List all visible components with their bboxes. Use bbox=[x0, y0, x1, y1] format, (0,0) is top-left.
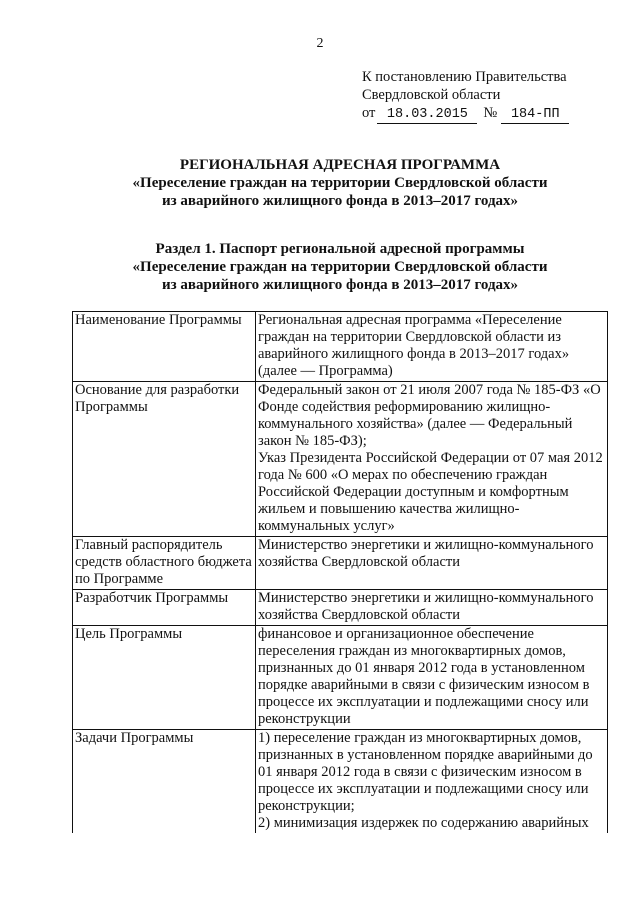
page-number: 2 bbox=[316, 36, 324, 51]
section-line-3: из аварийного жилищного фонда в 2013–2017 годах» bbox=[161, 277, 519, 293]
row-value: Министерство энергетики и жилищно-коммунального хозяйства Свердловской области bbox=[256, 537, 608, 590]
row-value bbox=[256, 730, 608, 834]
approval-block bbox=[362, 68, 622, 124]
section-line-2: «Переселение граждан на территории Свердловской области bbox=[132, 259, 548, 275]
row-label: Главный распорядитель средств областного бюджета по Программе bbox=[73, 537, 256, 590]
row-value bbox=[256, 382, 608, 537]
row-label: Цель Программы bbox=[73, 626, 256, 730]
approval-date: 18.03.2015 bbox=[377, 107, 477, 124]
section-heading bbox=[40, 240, 640, 294]
program-title bbox=[40, 156, 640, 210]
row-value: Региональная адресная программа «Переселение граждан на территории Свердловской области из аварийного жилищного фонда в 2013–2017 годах» (далее — Программа) bbox=[256, 312, 608, 382]
row-value-part-2: 2) минимизация издержек по содержанию аварийных bbox=[258, 815, 589, 831]
from-label: от bbox=[362, 105, 376, 121]
table-row bbox=[73, 312, 608, 382]
number-label: № bbox=[483, 105, 498, 121]
section-line-1: Раздел 1. Паспорт региональной адресной программы bbox=[155, 241, 525, 257]
passport-table bbox=[72, 311, 608, 833]
row-label: Задачи Программы bbox=[73, 730, 256, 834]
row-label: Разработчик Программы bbox=[73, 590, 256, 626]
row-value-part-1: 1) переселение граждан из многоквартирных домов, признанных в установленном порядке аварийными до 01 января 2012 года в связи с физическим износом в процессе их эксплуатации и подлежащими сносу или реконструкции; bbox=[258, 730, 593, 814]
row-value-part-2: Указ Президента Российской Федерации от 07 мая 2012 года № 600 «О мерах по обеспечению граждан Российской Федерации доступным и комфортным жильем и повышению качества жилищно-коммунальных услуг» bbox=[258, 450, 603, 534]
title-line-2: «Переселение граждан на территории Свердловской области bbox=[132, 175, 548, 191]
approval-date-row bbox=[362, 104, 622, 124]
table-row bbox=[73, 730, 608, 834]
approval-line-2: Свердловской области bbox=[362, 87, 501, 103]
row-label: Основание для разработки Программы bbox=[73, 382, 256, 537]
row-value-part-1: Федеральный закон от 21 июля 2007 года № 185-ФЗ «О Фонде содействия реформированию жилищно-коммунального хозяйства» (далее — Федеральный закон № 185-ФЗ); bbox=[258, 382, 601, 449]
table-row bbox=[73, 626, 608, 730]
approval-number: 184-ПП bbox=[501, 107, 569, 124]
table-row bbox=[73, 590, 608, 626]
title-line-3: из аварийного жилищного фонда в 2013–2017 годах» bbox=[161, 193, 519, 209]
row-value: финансовое и организационное обеспечение переселения граждан из многоквартирных домов, признанных до 01 января 2012 года в установленном порядке аварийными в связи с физическим износом в процессе их эксплуатации и подлежащими сносу или реконструкции bbox=[256, 626, 608, 730]
row-label: Наименование Программы bbox=[73, 312, 256, 382]
table-row bbox=[73, 382, 608, 537]
approval-line-1: К постановлению Правительства bbox=[362, 69, 567, 85]
title-line-1: РЕГИОНАЛЬНАЯ АДРЕСНАЯ ПРОГРАММА bbox=[179, 157, 501, 173]
row-value: Министерство энергетики и жилищно-коммунального хозяйства Свердловской области bbox=[256, 590, 608, 626]
table-row bbox=[73, 537, 608, 590]
